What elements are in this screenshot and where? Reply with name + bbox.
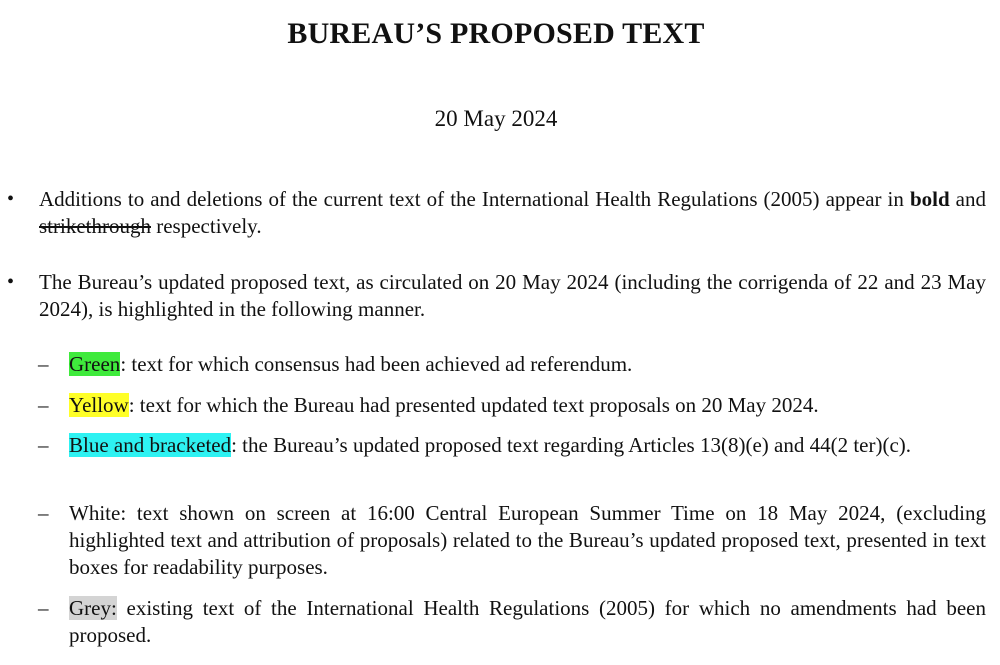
blue-highlight-label: Blue and bracketed	[69, 433, 232, 457]
bold-example: bold	[909, 187, 950, 211]
intro-text-part2: and	[949, 187, 986, 211]
legend-description: : text for which the Bureau had presented updated text proposals on 20 May 2024.	[128, 393, 819, 417]
legend-description: : text for which consensus had been achieved ad referendum.	[120, 352, 633, 376]
legend-item-blue	[69, 432, 986, 459]
intro-paragraph	[39, 186, 986, 240]
legend-item-green	[69, 351, 986, 378]
white-highlight-label: White	[69, 501, 121, 525]
document-date: 20 May 2024	[434, 106, 558, 131]
strikethrough-example: strikethrough	[39, 214, 151, 238]
page-title: BUREAU’S PROPOSED TEXT	[287, 17, 705, 50]
dash-icon: –	[38, 596, 49, 620]
intro-text-part1: Additions to and deletions of the current text of the International Health Regulations (2005) appear in	[39, 187, 910, 211]
legend-description: existing text of the International Health Regulations (2005) for which no amendments had been proposed.	[69, 596, 986, 647]
dash-icon: –	[38, 501, 49, 525]
intro-text-part3: respectively.	[150, 214, 262, 238]
dash-icon: –	[38, 433, 49, 457]
bullet-icon: •	[7, 271, 15, 293]
yellow-highlight-label: Yellow	[69, 393, 129, 417]
highlight-intro-paragraph: The Bureau’s updated proposed text, as circulated on 20 May 2024 (including the corrigenda of 22 and 23 May 2024), is highlighted in the following manner.	[39, 270, 986, 321]
green-highlight-label: Green	[69, 352, 121, 376]
dash-icon: –	[38, 393, 49, 417]
legend-description: : text shown on screen at 16:00 Central European Summer Time on 18 May 2024, (excluding highlighted text and attribution of proposals) related to the Bureau’s updated proposed text, presented in text boxes for readability purposes.	[69, 501, 986, 579]
legend-item-white	[69, 500, 986, 581]
legend-item-yellow	[69, 392, 986, 419]
dash-icon: –	[38, 352, 49, 376]
legend-description: : the Bureau’s updated proposed text regarding Articles 13(8)(e) and 44(2 ter)(c).	[231, 433, 912, 457]
grey-highlight-label: Grey:	[69, 596, 117, 620]
legend-item-grey	[69, 595, 986, 649]
bullet-icon: •	[7, 188, 15, 210]
